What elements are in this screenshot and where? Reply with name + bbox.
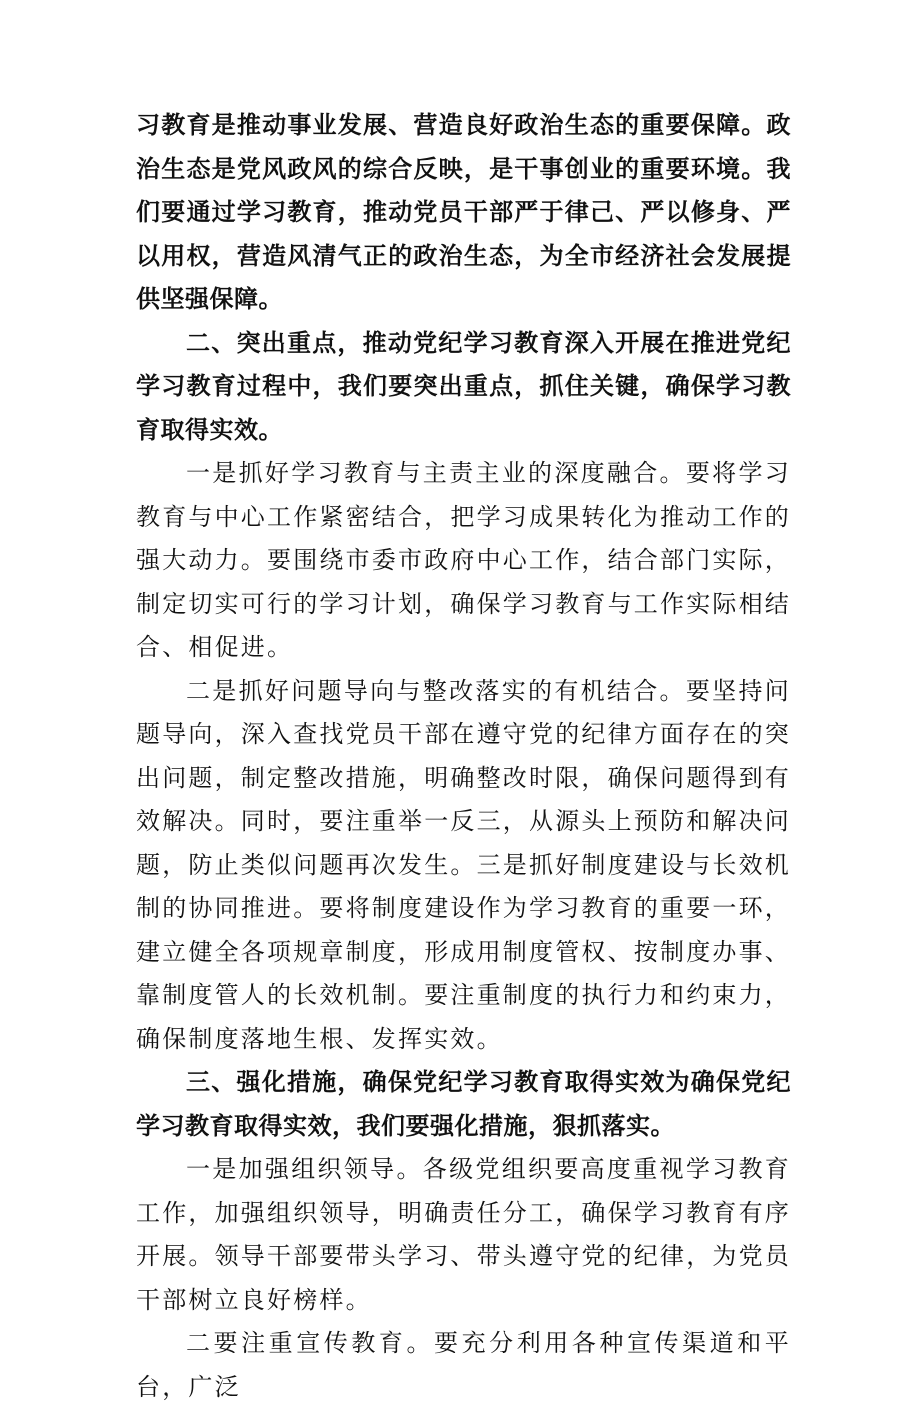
paragraph-measure-one: 一是加强组织领导。各级党组织要高度重视学习教育工作，加强组织领导，明确责任分工，确保学习教育有序开展。领导干部要带头学习、带头遵守党的纪律，为党员干部树立良好榜样。 (136, 1155, 791, 1314)
paragraph-point-two-three: 二是抓好问题导向与整改落实的有机结合。要坚持问题导向，深入查找党员干部在遵守党的纪律方面存在的突出问题，制定整改措施，明确整改时限，确保问题得到有效解决。同时，要注重举一反三，从源头上预防和解决问题，防止类似问题再次发生。三是抓好制度建设与长效机制的协同推进。要将制度建设作为学习教育的重要一环，建立健全各项规章制度，形成用制度管权、按制度办事、靠制度管人的长效机制。要注重制度的执行力和约束力，确保制度落地生根、发挥实效。 (136, 676, 791, 1053)
section-heading-three: 三、强化措施，确保党纪学习教育取得实效为确保党纪学习教育取得实效，我们要强化措施，狠抓落实。 (136, 1068, 791, 1140)
section-heading-two: 二、突出重点，推动党纪学习教育深入开展在推进党纪学习教育过程中，我们要突出重点，抓住关键，确保学习教育取得实效。 (136, 328, 791, 444)
paragraph-point-one: 一是抓好学习教育与主责主业的深度融合。要将学习教育与中心工作紧密结合，把学习成果转化为推动工作的强大动力。要围绕市委市政府中心工作，结合部门实际，制定切实可行的学习计划，确保学习教育与工作实际相结合、相促进。 (136, 459, 791, 661)
document-body (136, 104, 791, 1409)
paragraph-measure-two: 二要注重宣传教育。要充分利用各种宣传渠道和平台，广泛 (136, 1329, 791, 1401)
paragraph-intro-continued: 习教育是推动事业发展、营造良好政治生态的重要保障。政治生态是党风政风的综合反映，是干事创业的重要环境。我们要通过学习教育，推动党员干部严于律己、严以修身、严以用权，营造风清气正的政治生态，为全市经济社会发展提供坚强保障。 (136, 111, 791, 313)
